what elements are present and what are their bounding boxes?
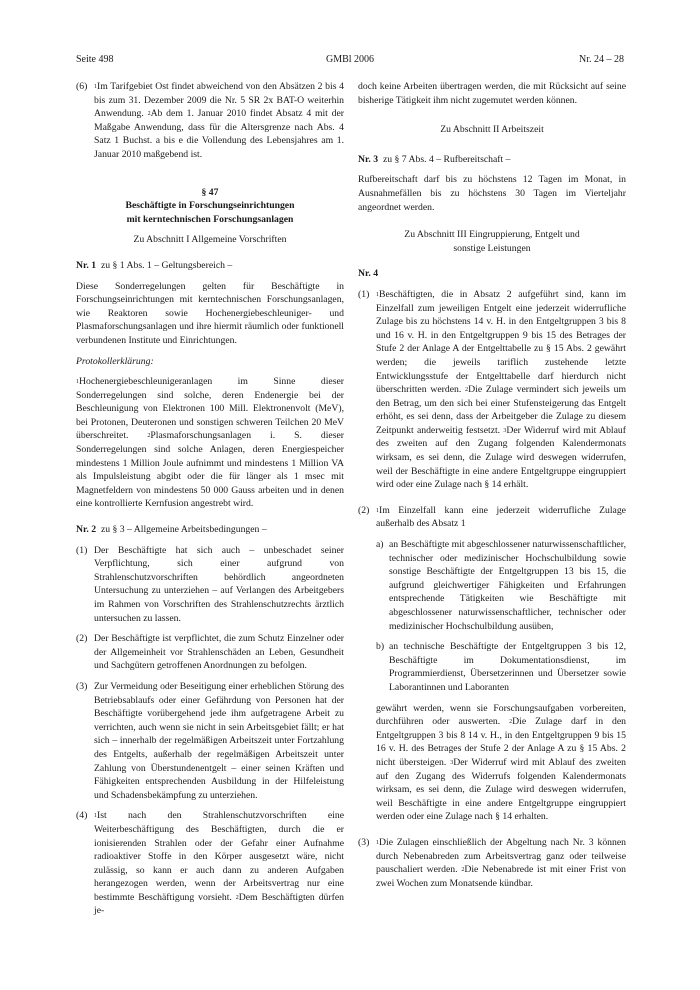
- nr1-text: Diese Sonderregelungen gelten für Beschäftigte in Forschungseinrichtungen mit kerntechnischen Forschungsanlagen, wie Reaktoren sowie Hochenergiebeschleuniger- und Plasmaforschungsanlagen und ihre hiermit räumlich oder funktionell verbundenen Institute und Einrichtungen.: [76, 280, 344, 346]
- paragraph-number: (1): [358, 288, 370, 300]
- paragraph-number: (4): [76, 810, 88, 822]
- paragraph-number: (1): [76, 544, 88, 556]
- list-item: [76, 680, 344, 802]
- paragraph-text: $^1$Beschäftigten, die in Absatz 2 aufgeführt sind, kann im Einzelfall zum jeweiligen Entgelt eine jederzeit widerrufliche Zulage bis zu höchstens 14 v. H. in den Entgeltgruppen 3 bis 8 und 16 v. H. in den Entgeltgruppen 9 bis 15 des Betrages der Stufe 2 der Anlage A der Entgelttabelle zu § 15 Abs. 2 gewährt werden; die jeweils tariflich zustehende letzte Entwicklungsstufe der Entgelttabelle darf hierdurch nicht überschritten werden. $^2$Die Zulage vermindert sich jeweils um den Betrag, um den sich bei einer Stufensteigerung das Entgelt erhöht, es sei denn, dass der Arbeitgeber die Zulage zu diesem Zeitpunkt anderweitig festsetzt. $^3$Der Widerruf wird mit Ablauf des zweiten auf den Zugang folgenden Kalendermonats wirksam, es sei denn, die Zulage wird deswegen widerrufen, weil der Beschäftigte in eine andere Entgeltgruppe eingruppiert wird oder eine Zulage nach § 14 erhält.: [376, 288, 626, 491]
- protocol-text: $^1$Hochenergiebeschleunigeranlagen im Sinne dieser Sonderregelungen sind solche, deren Endenergie bei der Beschleunigung von Elektronen 100 Mill. Elektronenvolt (MeV), bei Protonen, Deuteronen und sonstigen schweren Teilchen 20 MeV überschreitet. $^2$Plasmaforschungsanlagen i. S. dieser Sonderregelungen sind solche Anlagen, deren Energiespeicher mindestens 1 Million Joule aufnimmt und mindestens 1 Million VA als Impulsleistung abgibt oder die für länger als 1 msec mit Magnetfeldern von mindestens 50 000 Gauss arbeiten und in denen eine kontrollierte Kernfusion angestrebt wird.: [76, 376, 344, 510]
- section-title-line2: mit kerntechnischen Forschungsanlagen: [126, 213, 294, 225]
- section-heading-arbeitszeit: Zu Abschnitt II Arbeitszeit: [440, 124, 544, 136]
- paragraph-number: (3): [358, 836, 370, 848]
- paragraph-text: $^1$Die Zulagen einschließlich der Abgeltung nach Nr. 3 können durch Nebenabreden zum Arbeitsvertrag ganz oder teilweise pauschaliert werden. $^2$Die Nebenabrede ist mit einer Frist von zwei Wochen zum Monatsende kündbar.: [376, 836, 627, 889]
- paragraph-1: [358, 288, 626, 492]
- paragraph-text: Der Beschäftigte ist verpflichtet, die zum Schutz Einzelner oder der Allgemeinheit vor Strahlenschäden an Leben, Gesundheit und Sachgütern getroffenen Anordnungen zu befolgen.: [94, 633, 344, 672]
- nr4-heading: Nr. 4: [358, 268, 379, 280]
- continued-text: doch keine Arbeiten übertragen werden, die mit Rücksicht auf seine bisherige Tätigkeit ihm nicht zugemutet werden können.: [358, 81, 626, 106]
- list-item: [76, 544, 344, 626]
- paragraph-text: $^1$Im Tarifgebiet Ost findet abweichend von den Absätzen 2 bis 4 bis zum 31. Dezember 2009 die Nr. 5 SR 2x BAT-O weiterhin Anwendung. $^2$Ab dem 1. Januar 2010 findet Absatz 4 mit der Maßgabe Anwendung, dass für die Altersgrenze nach Abs. 4 Satz 1 Buchst. a bis e die Vollendung des Lebensjahres am 1. Januar 2010 maßgebend ist.: [94, 81, 345, 160]
- paragraph-number: (3): [76, 680, 88, 692]
- publication-title: GMBl 2006: [325, 54, 375, 65]
- sub-item-a: a) an Beschäftigte mit abgeschlossener naturwissenschaftlicher, technischer oder medizinischer Hochschulbildung sowie sonstige Beschäftigte der Entgeltgruppen 13 bis 15, die aufgrund gleichwertiger Fähigkeiten und Erfahrungen entsprechende Tätigkeiten wie Beschäftigte mit abgeschlossener naturwissenschaftlicher, technischer oder medizinischer Hochschulbildung ausüben,: [376, 539, 626, 632]
- page-number: Seite 498: [76, 54, 114, 65]
- issue-number: Nr. 24 – 28: [579, 54, 624, 65]
- paragraph-number: (2): [76, 633, 88, 645]
- paragraph-3: [358, 836, 626, 890]
- paragraph-text: $^1$Im Einzelfall kann eine jederzeit widerrufliche Zulage außerhalb des Absatz 1 a) an Beschäftigte mit abgeschlossener naturwissenschaftlicher, technischer oder medizinischer Hochschulbildung sowie sonstige Beschäftigte der Entgeltgruppen 13 bis 15, die aufgrund gleichwertiger Fähigkeiten und Erfahrungen entsprechende Tätigkeiten wie Beschäftigte mit abgeschlossener naturwissenschaftlicher, technischer oder medizinischer Hochschulbildung ausüben, b) an technische Beschäftigte der Entgeltgruppen 3 bis 12, Beschäftigte im Dokumentationsdienst, im Programmierdienst, Übersetzerinnen und Übersetzer sowie Laborantinnen und Laboranten gewährt werden, wenn sie Forschungsaufgaben vorbereiten, durchführen oder auswerten. $^2$Die Zulage darf in den Entgeltgruppen 3 bis 8 14 v. H., in den Entgeltgruppen 9 bis 15 16 v. H. des Betrages der Stufe 2 der Anlage A zu § 15 Abs. 2 nicht übersteigen. $^3$Der Widerruf wird mit Ablauf des zweiten auf den Zugang des Widerrufs folgenden Kalendermonats wirksam, es sei denn, die Zulage wird deswegen widerrufen, weil Beschäftigte in eine andere Entgeltgruppe eingruppiert werden oder eine Zulage nach § 14 erhalten.: [376, 504, 626, 823]
- paragraph-6: [76, 80, 344, 162]
- section-heading-eingruppierung-line1: Zu Abschnitt III Eingruppierung, Entgelt und: [404, 229, 580, 241]
- nr2-heading: Nr. 2 zu § 3 – Allgemeine Arbeitsbedingungen –: [76, 524, 267, 536]
- paragraph-4: [76, 809, 344, 918]
- paragraph-text: $^1$Ist nach den Strahlenschutzvorschriften eine Weiterbeschäftigung des Beschäftigten, durch die er ionisierenden Strahlen oder der Gefahr einer Aufnahme radioaktiver Stoffe in den Körper ausgesetzt wäre, nicht zulässig, so kann er auch dann zu anderen Aufgaben herangezogen werden, wenn der Arbeitsvertrag nur eine bestimmte Beschäftigung vorsieht. $^2$Dem Beschäftigten dürfen je-: [94, 810, 344, 917]
- list-item: [76, 632, 344, 673]
- paragraph-text: Der Beschäftigte hat sich auch – unbeschadet seiner Verpflichtung, sich einer aufgrund von Strahlenschutzvorschriften behördlich angeordneten Untersuchung zu unterziehen – auf Verlangen des Arbeitgebers im Rahmen von Vorschriften des Strahlenschutzrechts ärztlich untersuchen zu lassen.: [94, 544, 344, 624]
- paragraph-text: Zur Vermeidung oder Beseitigung einer erheblichen Störung des Betriebsablaufs oder einer Gefährdung von Personen hat der Beschäftigte vorübergehend jede ihm aufgetragene Arbeit zu verrichten, auch wenn sie nicht in sein Arbeitsgebiet fällt; er hat sich – innerhalb der regelmäßigen Arbeitszeit unter Fortzahlung des Entgelts, außerhalb der regelmäßigen Arbeitszeit unter Zahlung von Überstundenentgelt – einer seinen Kräften und Fähigkeiten entsprechenden Ausbildung in der Hilfeleistung und Schadensbekämpfung zu unterziehen.: [94, 680, 344, 801]
- subsection-heading: Zu Abschnitt I Allgemeine Vorschriften: [133, 234, 287, 246]
- protocol-title: Protokollerklärung:: [76, 355, 154, 367]
- section-number: § 47: [201, 186, 219, 198]
- paragraph-2: [358, 504, 626, 824]
- paragraph-number: (6): [76, 81, 88, 92]
- nr3-heading: Nr. 3 zu § 7 Abs. 4 – Rufbereitschaft –: [358, 153, 511, 165]
- paragraph-number: (2): [358, 504, 370, 516]
- nr3-text: Rufbereitschaft darf bis zu höchstens 12 Tagen im Monat, in Ausnahmefällen bis zu höchstens 30 Tagen im Vierteljahr angeordnet werden.: [358, 174, 626, 213]
- sub-item-b: b) an technische Beschäftigte der Entgeltgruppen 3 bis 12, Beschäftigte im Dokumentationsdienst, im Programmierdienst, Übersetzerinnen und Übersetzer sowie Laborantinnen und Laboranten: [376, 641, 626, 693]
- page-header: [76, 54, 624, 68]
- nr1-heading: Nr. 1 zu § 1 Abs. 1 – Geltungsbereich –: [76, 259, 233, 271]
- section-title-line1: Beschäftigte in Forschungseinrichtungen: [125, 200, 295, 212]
- right-column: [358, 80, 626, 897]
- section-heading-eingruppierung-line2: sonstige Leistungen: [453, 242, 531, 254]
- left-column: [76, 80, 344, 925]
